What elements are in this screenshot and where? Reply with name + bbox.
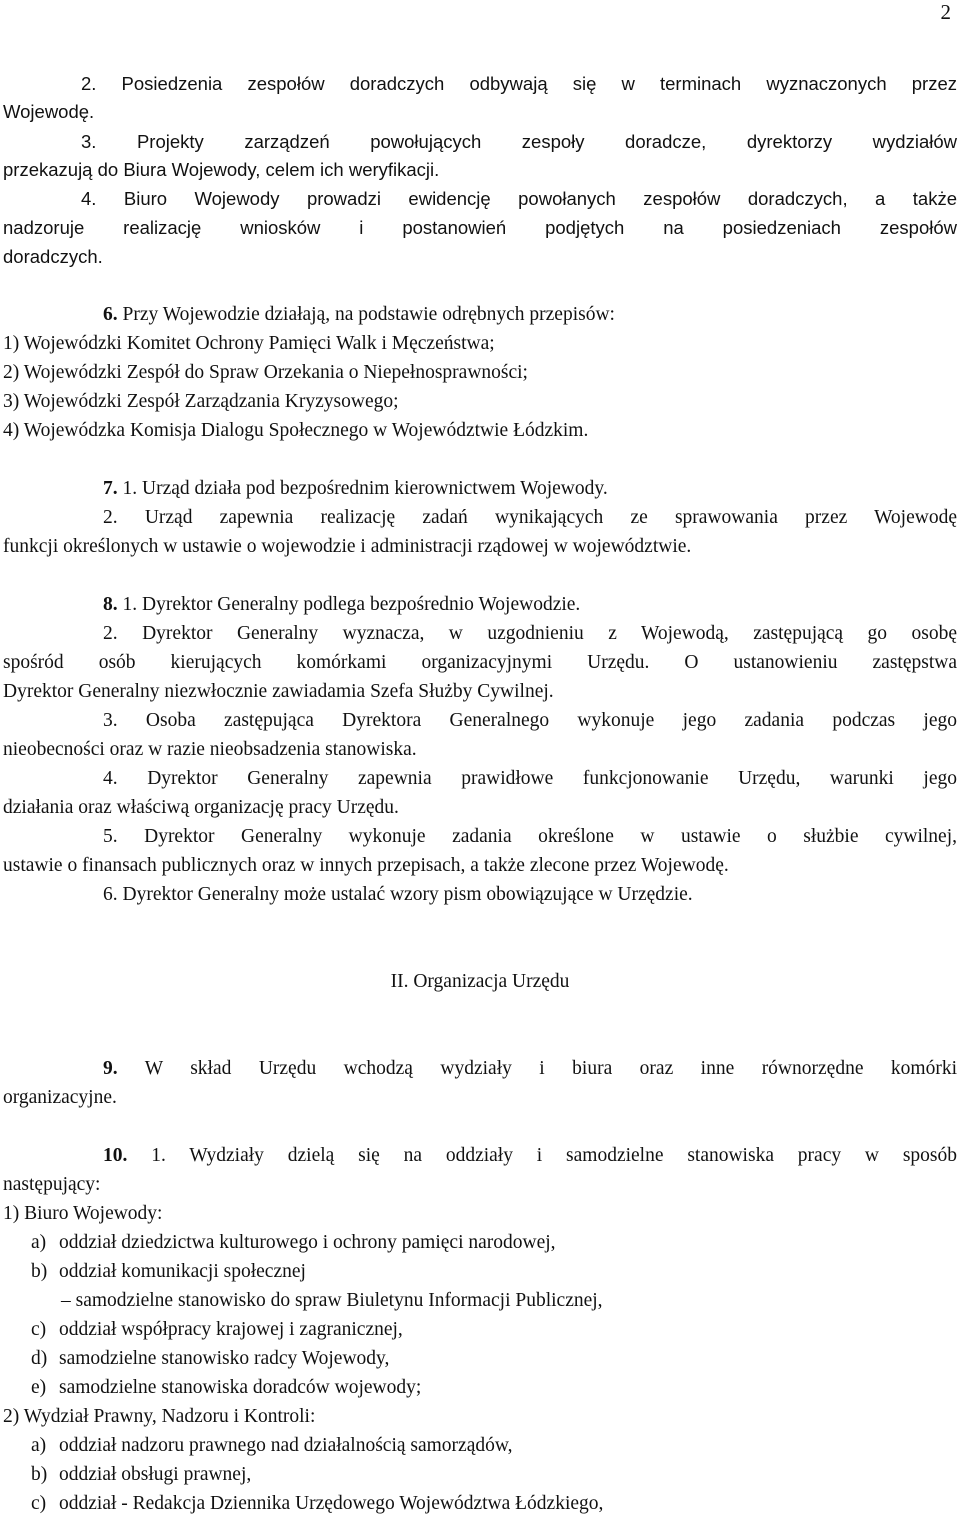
list-letter: e) <box>31 1377 47 1398</box>
paragraph-2-line-1: 2. Posiedzenia zespołów doradczych odbywają się w terminach wyznaczonych przez <box>81 73 957 94</box>
group-2-item-b <box>31 1461 960 1489</box>
section-8-number: 8. <box>103 594 118 615</box>
section-6-number: 6. <box>103 304 118 325</box>
section-6-item-4: 4) Wojewódzka Komisja Dialogu Społecznego w Województwie Łódzkim. <box>3 420 589 441</box>
section-7-paragraph-1 <box>103 475 960 503</box>
section-8-paragraph-5-line-1: 5. Dyrektor Generalny wykonuje zadania określone w ustawie o służbie cywilnej, <box>103 826 957 847</box>
list-item-text: oddział - Redakcja Dziennika Urzędowego Województwa Łódzkiego, <box>59 1493 604 1514</box>
paragraph-3-line-1: 3. Projekty zarządzeń powołujących zespoły doradcze, dyrektorzy wydziałów <box>81 131 957 152</box>
section-8-paragraph-1-text: 1. Dyrektor Generalny podlega bezpośrednio Wojewodzie. <box>117 594 581 615</box>
section-8-paragraph-6: 6. Dyrektor Generalny może ustalać wzory pism obowiązujące w Urzędzie. <box>103 884 693 905</box>
group-1-item-b <box>31 1258 960 1286</box>
paragraph-4-line-3: doradczych. <box>3 246 103 267</box>
section-8-paragraph-1 <box>103 591 960 619</box>
list-item-text: samodzielne stanowisko radcy Wojewody, <box>59 1348 390 1369</box>
section-7-number: 7. <box>103 478 118 499</box>
group-2-title: 2) Wydział Prawny, Nadzoru i Kontroli: <box>3 1406 316 1427</box>
section-6-item-2: 2) Wojewódzki Zespół do Spraw Orzekania o Niepełnosprawności; <box>3 362 528 383</box>
list-letter: c) <box>31 1319 47 1340</box>
group-1-item-e <box>31 1374 960 1402</box>
page-number: 2 <box>940 0 951 24</box>
group-2-item-a <box>31 1432 960 1460</box>
section-8-paragraph-3-line-2: nieobecności oraz w razie nieobsadzenia stanowiska. <box>3 739 417 760</box>
list-item-text: oddział nadzoru prawnego nad działalnością samorządów, <box>59 1435 513 1456</box>
section-10-line-1-text: 1. Wydziały dzielą się na oddziały i samodzielne stanowiska pracy w sposób <box>127 1145 957 1166</box>
section-10-line-1 <box>103 1142 957 1170</box>
list-item-text: oddział komunikacji społecznej <box>59 1261 306 1282</box>
group-1-item-d <box>31 1345 960 1373</box>
group-1-item-c <box>31 1316 960 1344</box>
paragraph-3-line-2: przekazują do Biura Wojewody, celem ich weryfikacji. <box>3 159 440 180</box>
group-1-item-b-sub: – samodzielne stanowisko do spraw Biuletynu Informacji Publicznej, <box>61 1290 603 1311</box>
section-7-paragraph-2-line-1: 2. Urząd zapewnia realizację zadań wynikających ze sprawowania przez Wojewodę <box>103 507 957 528</box>
section-6-item-3: 3) Wojewódzki Zespół Zarządzania Kryzysowego; <box>3 391 399 412</box>
section-8-paragraph-4-line-2: działania oraz właściwą organizację pracy Urzędu. <box>3 797 399 818</box>
list-letter: a) <box>31 1435 47 1456</box>
section-10-line-2: następujący: <box>3 1174 101 1195</box>
section-6-item-1: 1) Wojewódzki Komitet Ochrony Pamięci Walk i Męczeństwa; <box>3 333 495 354</box>
section-8-paragraph-2-line-1: 2. Dyrektor Generalny wyznacza, w uzgodnieniu z Wojewodą, zastępującą go osobę <box>103 623 957 644</box>
list-item-text: oddział współpracy krajowej i zagranicznej, <box>59 1319 403 1340</box>
section-7-paragraph-1-text: 1. Urząd działa pod bezpośrednim kierownictwem Wojewody. <box>117 478 608 499</box>
list-letter: b) <box>31 1261 48 1282</box>
list-letter: c) <box>31 1493 47 1514</box>
group-1-item-a <box>31 1229 960 1257</box>
list-letter: d) <box>31 1348 48 1369</box>
section-8-paragraph-4-line-1: 4. Dyrektor Generalny zapewnia prawidłowe funkcjonowanie Urzędu, warunki jego <box>103 768 957 789</box>
list-item-text: oddział dziedzictwa kulturowego i ochrony pamięci narodowej, <box>59 1232 556 1253</box>
section-8-paragraph-2-line-2: spośród osób kierujących komórkami organizacyjnymi Urzędu. O ustanowieniu zastępstwa <box>3 652 957 673</box>
group-1-title: 1) Biuro Wojewody: <box>3 1203 163 1224</box>
paragraph-4-line-2: nadzoruje realizację wniosków i postanowień podjętych na posiedzeniach zespołów <box>3 217 957 238</box>
section-8-paragraph-2-line-3: Dyrektor Generalny niezwłocznie zawiadamia Szefa Służby Cywilnej. <box>3 681 554 702</box>
paragraph-2-line-2: Wojewodę. <box>3 101 95 122</box>
section-6-intro-text: Przy Wojewodzie działają, na podstawie odrębnych przepisów: <box>117 304 615 325</box>
section-9-line-2: organizacyjne. <box>3 1087 117 1108</box>
list-item-text: samodzielne stanowiska doradców wojewody; <box>59 1377 422 1398</box>
section-6-intro <box>103 301 960 329</box>
section-8-paragraph-3-line-1: 3. Osoba zastępująca Dyrektora Generalnego wykonuje jego zadania podczas jego <box>103 710 957 731</box>
section-10-number: 10. <box>103 1145 128 1166</box>
section-8-paragraph-5-line-2: ustawie o finansach publicznych oraz w innych przepisach, a także zlecone przez Wojewodę. <box>3 855 729 876</box>
section-9-line-1-text: W skład Urzędu wchodzą wydziały i biura oraz inne równorzędne komórki <box>117 1058 957 1079</box>
section-9-number: 9. <box>103 1058 118 1079</box>
section-9-line-1 <box>103 1055 957 1083</box>
list-letter: a) <box>31 1232 47 1253</box>
group-2-item-c <box>31 1490 960 1518</box>
paragraph-4-line-1: 4. Biuro Wojewody prowadzi ewidencję powołanych zespołów doradczych, a także <box>81 188 957 209</box>
list-item-text: oddział obsługi prawnej, <box>59 1464 252 1485</box>
chapter-heading: II. Organizacja Urzędu <box>390 971 570 992</box>
list-letter: b) <box>31 1464 48 1485</box>
section-7-paragraph-2-line-2: funkcji określonych w ustawie o wojewodzie i administracji rządowej w województwie. <box>3 536 692 557</box>
